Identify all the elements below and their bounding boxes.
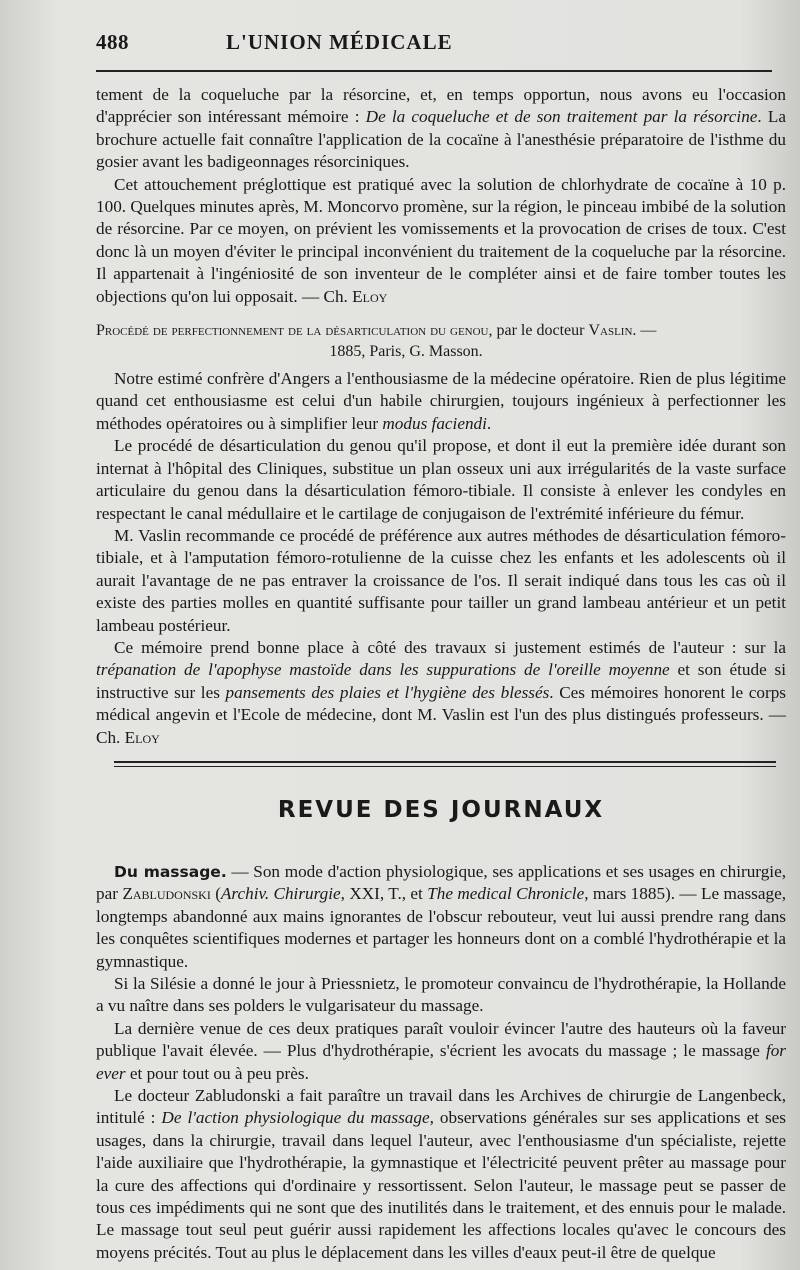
signature: Eloy [124,727,160,747]
review-author: Vaslin [588,322,633,340]
text-run: Cet attouchement préglottique est pratiqué avec la solution de chlorhydrate de cocaïne à 10 p. 100. Quelques minutes après, M. Moncorvo promène, sur la région, le pinceau imbibé de la solution de résorcine. Par ce moyen, on prévient les vomissements et la provocation de crises de toux. C'est donc là un moyen d'éviter le principal inconvénient du traitement de la coqueluche par la résorcine. Il appartenait à l'ingéniosité de son inventeur de le compléter ainsi et de faire tomber toutes les objections qu'on lui opposait. — Ch. [96,174,786,306]
text-run: Notre estimé confrère d'Angers a l'enthousiasme de la médecine opératoire. Rien de plus légitime quand cet enthousiasme est celui d'un habile chirurgien, toujours ingénieux à perfectionner les méthodes opératoires ou à simplifier leur [96,369,786,433]
italic-phrase: for ever [96,1041,786,1083]
article-paragraph-3 [96,1018,786,1085]
section-rule-thin [114,766,776,767]
text-run: et pour tout ou à peu près. [125,1063,309,1083]
text-run: ( [210,884,221,904]
text-run: par le docteur [496,322,589,340]
review2-paragraph-3: M. Vaslin recommande ce procédé de préférence aux autres méthodes de désarticulation fémoro-tibiale, et à l'amputation fémoro-rotulienne de la cuisse chez les enfants et les adolescents où il aurait l'avantage de ne pas entraver la croissance de l'os. Il serait indiqué dans tous les cas où il existe des parties molles en quantité suffisante pour tailler un grand lambeau antérieur et un petit lambeau postérieur. [96,525,786,635]
journal-name: The medical Chronicle [427,884,585,904]
running-title: L'UNION MÉDICALE [226,30,453,54]
header-rule [96,70,772,72]
book-title: De la coqueluche et de son traitement par la résorcine [365,107,758,127]
article-paragraph-4 [96,1085,786,1264]
page-header [96,30,786,60]
section-rule [114,761,776,763]
review2-heading [96,320,786,362]
text-run: . Ces mémoires honorent le corps médical angevin et l'Ecole de médecine, dont M. Vaslin est l'un des plus distingués professeurs. — Ch. [96,682,786,747]
text-run: Le docteur Zabludonski a fait paraître un travail dans les Archives de chirurgie de Langenbeck, intitulé : [96,1086,786,1128]
cited-title: trépanation de l'apophyse mastoïde dans les suppurations de l'oreille moyenne [96,660,670,680]
journal-name: Archiv. Chirurgie [220,884,341,904]
article-title: Du massage. [114,862,227,881]
review-title: Procédé de perfectionnement de la désarticulation du genou, [96,322,497,340]
review2-paragraph-1 [96,368,786,435]
text-run: et son étude si instructive sur les [96,660,787,702]
text-run: , observations générales sur ses applications et ses usages, dans la chirurgie, travail dans lequel l'auteur, avec l'enthousiasme d'un spécialiste, rejette l'aide auxiliaire que l'hydrothérapie, la gymnastique et l'électricité peuvent prêter au massage pour la cure des affections qui d'ordinaire y ressortissent. Selon l'auteur, le massage peut se passer de tous ces impédiments qui ne sont que des inutilités dans le traitement, et des ennuis pour le malade. Le massage tout seul peut guérir aussi rapidement les affections locales qu'avec le concours des moyens précités. Tout au plus le déplacement dans les villes d'eaux peut-il être de quelque [96,1108,786,1262]
cited-title: De l'action physiologique du massage [161,1108,430,1128]
article-author: Zabludonski [122,884,211,904]
article-paragraph-1 [96,861,786,973]
review2-paragraph-2: Le procédé de désarticulation du genou qu'il propose, et dont il eut la première idée durant son internat à l'hôpital des Cliniques, substitue un plan osseux uni aux irrégularités de la vaste surface articulaire du genou dans la désarticulation fémoro-tibiale. Il consiste à enlever les condyles en respectant le canal médullaire et le cartilage de conjugaison de l'extrémité inférieure du fémur. [96,436,786,523]
article-paragraph-2: Si la Silésie a donné le jour à Priessnietz, le promoteur convaincu de l'hydrothérapie, la Hollande a vu naître dans ses polders le vulgarisateur du massage. [96,974,786,1016]
cited-title: pansements des plaies et l'hygiène des blessés [225,682,550,702]
text-run: , XXI, T., et [340,884,428,904]
italic-phrase: modus faciendi [382,413,487,433]
text-run: Ce mémoire prend bonne place à côté des travaux si justement estimés de l'auteur : sur la [114,637,786,657]
text-run: — Son mode d'action physiologique, ses applications et ses usages en chirurgie, par [96,861,786,904]
section-title: REVUE DES JOURNAUX [277,796,605,823]
text-run: , mars 1885). — Le massage, longtemps abandonné aux mains ignorantes de l'obscur rebouteur, veut lui aussi prendre rang dans les conquêtes scientifiques modernes et partager les honneurs dont on a comblé l'hydrothérapie et la gymnastique. [96,884,786,971]
review1-paragraph-2 [96,174,786,308]
review1-paragraph-1 [96,84,786,174]
review2-paragraph-4 [96,637,786,749]
text-run: . La brochure actuelle fait connaître l'application de la cocaïne à l'anesthésie préparatoire de l'isthme du gosier avant les badigeonnages résorciniques. [96,107,787,172]
review-publication: 1885, Paris, G. Masson. [329,343,483,361]
text-run: . [486,413,492,433]
text-run: La dernière venue de ces deux pratiques paraît vouloir évincer l'autre des hauteurs où la faveur publique l'avait élevée. — Plus d'hydrothérapie, s'écrient les avocats du massage ; le massage [96,1018,786,1061]
signature: Eloy [352,286,388,306]
text-run: . — [632,322,657,340]
page-number: 488 [96,30,129,54]
text-run: tement de la coqueluche par la résorcine, et, en temps opportun, nous avons eu l'occasion d'apprécier son intéressant mémoire : [96,85,786,127]
